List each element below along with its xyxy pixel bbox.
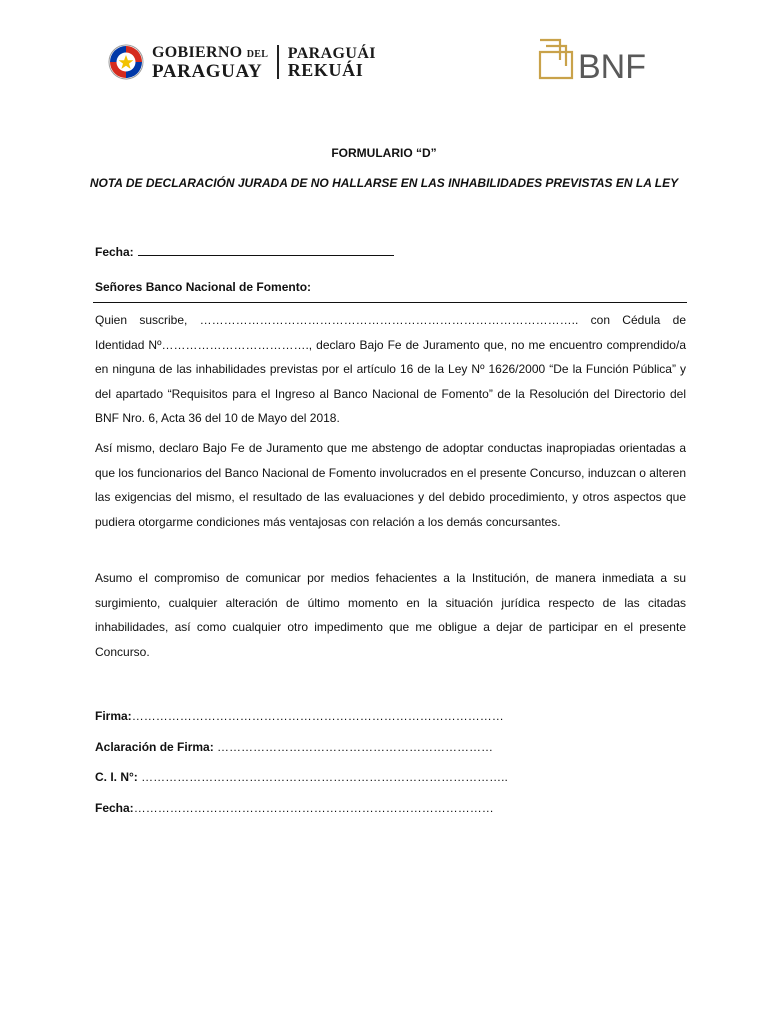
paraguai-rekuai-wordmark [288, 45, 376, 79]
paraguai-text: PARAGUÁI [287, 45, 376, 62]
aclaracion-dots: …………………………………………………………… [213, 740, 494, 754]
declaration-paragraph-3: Asumo el compromiso de comunicar por medios fehacientes a la Institución, de manera inmediata a su surgimiento, cualquier alteración de último momento en la situación jurídica respecto de las citadas inhabilidades, así como cualquier otro impedimento que me obligue a dejar de participar en el presente Concurso. [95, 571, 686, 659]
gobierno-text: GOBIERNO [152, 44, 243, 61]
paraguay-text: PARAGUAY [152, 61, 263, 82]
firma-line [95, 709, 504, 723]
gobierno-wordmark [152, 44, 268, 80]
gobierno-paraguay-logo [108, 44, 376, 80]
bnf-text: BNF [578, 48, 646, 82]
bnf-logo [538, 38, 674, 82]
fecha-blank-line [138, 244, 394, 256]
addressee: Señores Banco Nacional de Fomento: [95, 280, 312, 294]
fecha-signature-line [95, 801, 494, 815]
del-text: DEL [246, 49, 269, 60]
firma-dots: ………………………………………………………………………………… [131, 709, 504, 723]
declaration-paragraph-2: Así mismo, declaro Bajo Fe de Juramento que me abstengo de adoptar conductas inapropiadas orientadas a que los funcionarios del Banco Nacional de Fomento involucrados en el presente Concurso, induzcan o alteren las exigencias del mismo, el resultado de las evaluaciones y del debido procedimiento, y otros aspectos que pudiera otorgarme condiciones más ventajosas con relación a los demás concursantes. [95, 441, 686, 529]
form-subtitle: NOTA DE DECLARACIÓN JURADA DE NO HALLARSE EN LAS INHABILIDADES PREVISTAS EN LA LEY [89, 176, 679, 190]
rekuai-text: REKUÁI [287, 60, 364, 80]
form-title: FORMULARIO “D” [331, 146, 437, 160]
aclaracion-label: Aclaración de Firma: [95, 740, 214, 754]
fecha-signature-label: Fecha: [95, 801, 134, 815]
ci-label: C. I. N°: [95, 770, 138, 784]
horizontal-divider [93, 302, 687, 303]
bnf-emblem-icon [540, 40, 572, 78]
firma-label: Firma: [95, 709, 132, 723]
fecha-label: Fecha: [95, 245, 134, 259]
paraguay-seal-icon [108, 44, 144, 80]
ci-line [95, 770, 508, 784]
fecha-signature-dots: ……………………………………………………………………………… [133, 801, 494, 815]
aclaracion-line [95, 740, 493, 754]
fecha-field [95, 244, 394, 259]
ci-dots: ……………………………………………………………………………….. [137, 770, 508, 784]
logo-divider [277, 45, 279, 79]
declaration-paragraph-1: Quien suscribe, ………………………………………………………………………………….. con Cédula de Identidad Nº………………………………., declaro Bajo Fe de Juramento que, no me encuentro comprendido/a en ninguna de las inhabilidades previstas por el artículo 16 de la Ley Nº 1626/2000 “De la Función Pública” y del apartado “Requisitos para el Ingreso al Banco Nacional de Fomento” de la Resolución del Directorio del BNF Nro. 6, Acta 36 del 10 de Mayo del 2018. [95, 313, 686, 426]
